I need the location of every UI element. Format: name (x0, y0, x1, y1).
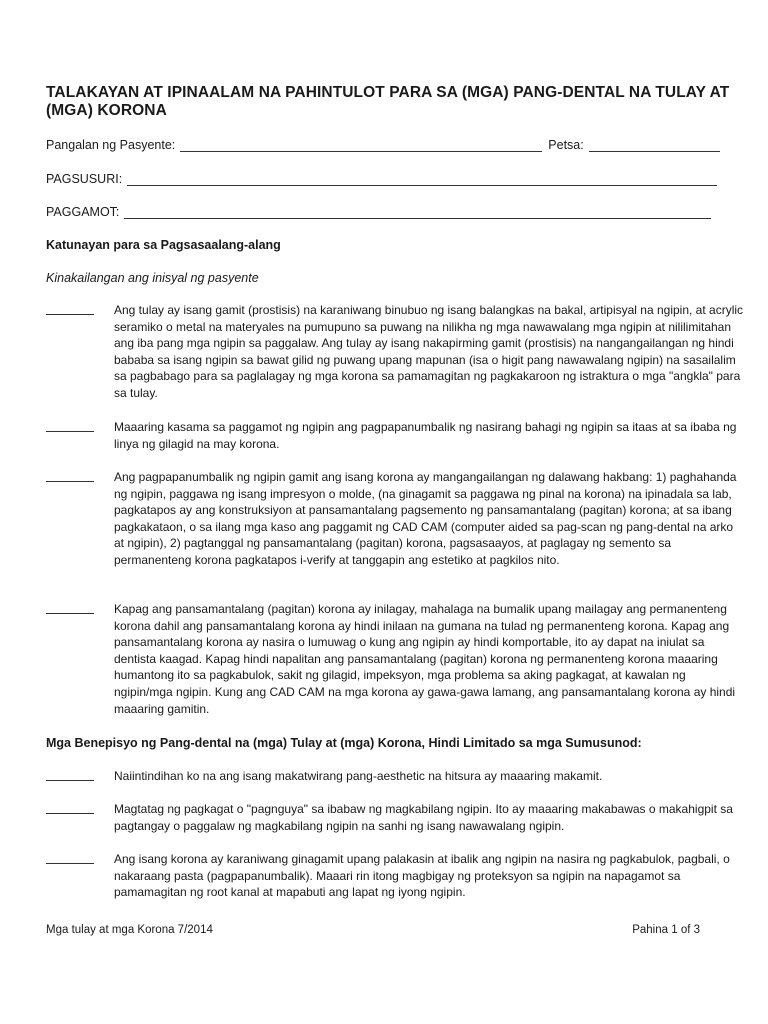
patient-name-field (46, 138, 720, 152)
consent-item-text: Kapag ang pansamantalang (pagitan) korona ay inilagay, mahalaga na bumalik upang mailagay ang permanenteng korona dahil ang pansamantalang korona ay hindi inilaan na gumana na tulad ng permanenteng korona. Kapag ang pansamantalang korona ay nasira o lumuwag o kung ang ngipin ay hindi komportable, ito ay dapat na iniulat sa dentista kaagad. Kapag hindi napalitan ang pansamantalang (pagitan) korona ng permanenteng korona maaaring humantong ito sa pagkabulok, sakit ng gilagid, impeksyon, mga problema sa aking pagkagat, at kawalan ng ngipin/mga ngipin. Kung ang CAD CAM na mga korona ay gawa-gawa lamang, ang pansamantalang korona ay hindi maaaring gamitin. (114, 602, 736, 716)
footer-document-label: Mga tulay at mga Korona 7/2014 (46, 924, 213, 936)
footer-page-number: Pahina 1 of 3 (632, 924, 700, 936)
diagnosis-blank[interactable] (127, 173, 717, 186)
document-title: TALAKAYAN AT IPINAALAM NA PAHINTULOT PARA SA (MGA) PANG-DENTAL NA TULAY AT (MGA) KORONA (46, 84, 730, 119)
diagnosis-label: PAGSUSURI: (46, 172, 123, 186)
benefit-item-text: Magtatag ng pagkagat o "pagnguya" sa ibabaw ng magkabilang ngipin. Ito ay maaaring makabawas o makahigpit sa pagtangay o paggalaw ng magkabilang ngipin na sanhi ng isang nawawalang ngipin. (114, 802, 733, 833)
consent-item-text: Ang tulay ay isang gamit (prostisis) na karaniwang binubuo ng isang balangkas na bakal, artipisyal na ngipin, at acrylic seramiko o metal na materyales na pumupuno sa puwang na nilikha ng mga nawawalang mga ngipin at nililimitahan ang iba pang mga ngipin sa paggalaw. Ang tulay ay isang nakapirming gamit (prostisis) na nangangailangan ng hindi bababa sa isang ngipin sa bawat gilid ng puwang upang mapunan (isa o higit pang nawawalang ngipin) na sasailalim sa pagbabago para sa paglalagay ng mga korona sa pamamagitan ng pagkakaroon ng istraktura o mga "angkla" para sa tulay. (114, 303, 744, 400)
initial-blank[interactable] (46, 813, 94, 814)
consent-item-text: Ang pagpapanumbalik ng ngipin gamit ang isang korona ay mangangailangan ng dalawang hakbang: 1) paghahanda ng ngipin, paggawa ng isang impresyon o molde, (na ginagamit sa paggawa ng pinal na korona) na ipinadala sa lab, pagkatapos ay ang konstruksiyon at pansamantalang pagsemento ng pansamantalang (pagitan) korona; at sa ibang pagkakataon, o sa ilang mga kaso ang paggamit ng CAD CAM (computer aided sa pag-scan ng pang-dental na arko at ngipin), 2) pagtanggal ng pansamantalang (pagitan) korona, pagsasaayos, at paglagay ng semento sa permanenteng korona pagkatapos i-verify at tanggapin ang estetiko at pagkilos nito. (114, 470, 737, 567)
initial-blank[interactable] (46, 314, 94, 315)
initial-blank[interactable] (46, 481, 94, 482)
date-blank[interactable] (589, 139, 720, 152)
patient-name-blank[interactable] (180, 139, 542, 152)
initial-blank[interactable] (46, 431, 94, 432)
patient-name-label: Pangalan ng Pasyente: (46, 138, 176, 152)
section-heading-consideration: Katunayan para sa Pagsasaalang-alang (46, 238, 281, 252)
initials-note: Kinakailangan ang inisyal ng pasyente (46, 271, 259, 285)
initial-blank[interactable] (46, 613, 94, 614)
benefit-item-text: Ang isang korona ay karaniwang ginagamit upang palakasin at ibalik ang ngipin na nasira ng pagkabulok, pagbali, o nakaraang pasta (pagpapanumbalik). Maaari rin itong magbigay ng proteksyon sa ngipin na napagamot sa pamamagitan ng root kanal at mapabuti ang lapat ng iyong ngipin. (114, 852, 730, 900)
section-heading-benefits: Mga Benepisyo ng Pang-dental na (mga) Tulay at (mga) Korona, Hindi Limitado sa mga Sumusunod: (46, 736, 642, 750)
benefit-item-text: Naiintindihan ko na ang isang makatwirang pang-aesthetic na hitsura ay maaaring makamit. (114, 769, 603, 783)
consent-item-text: Maaaring kasama sa paggamot ng ngipin ang pagpapanumbalik ng nasirang bahagi ng ngipin sa itaas at sa ibaba ng linya ng gilagid na may korona. (114, 420, 737, 451)
treatment-blank[interactable] (124, 206, 711, 219)
initial-blank[interactable] (46, 780, 94, 781)
treatment-label: PAGGAMOT: (46, 205, 120, 219)
initial-blank[interactable] (46, 863, 94, 864)
date-label: Petsa: (548, 138, 584, 152)
treatment-field (46, 205, 711, 219)
diagnosis-field (46, 172, 717, 186)
